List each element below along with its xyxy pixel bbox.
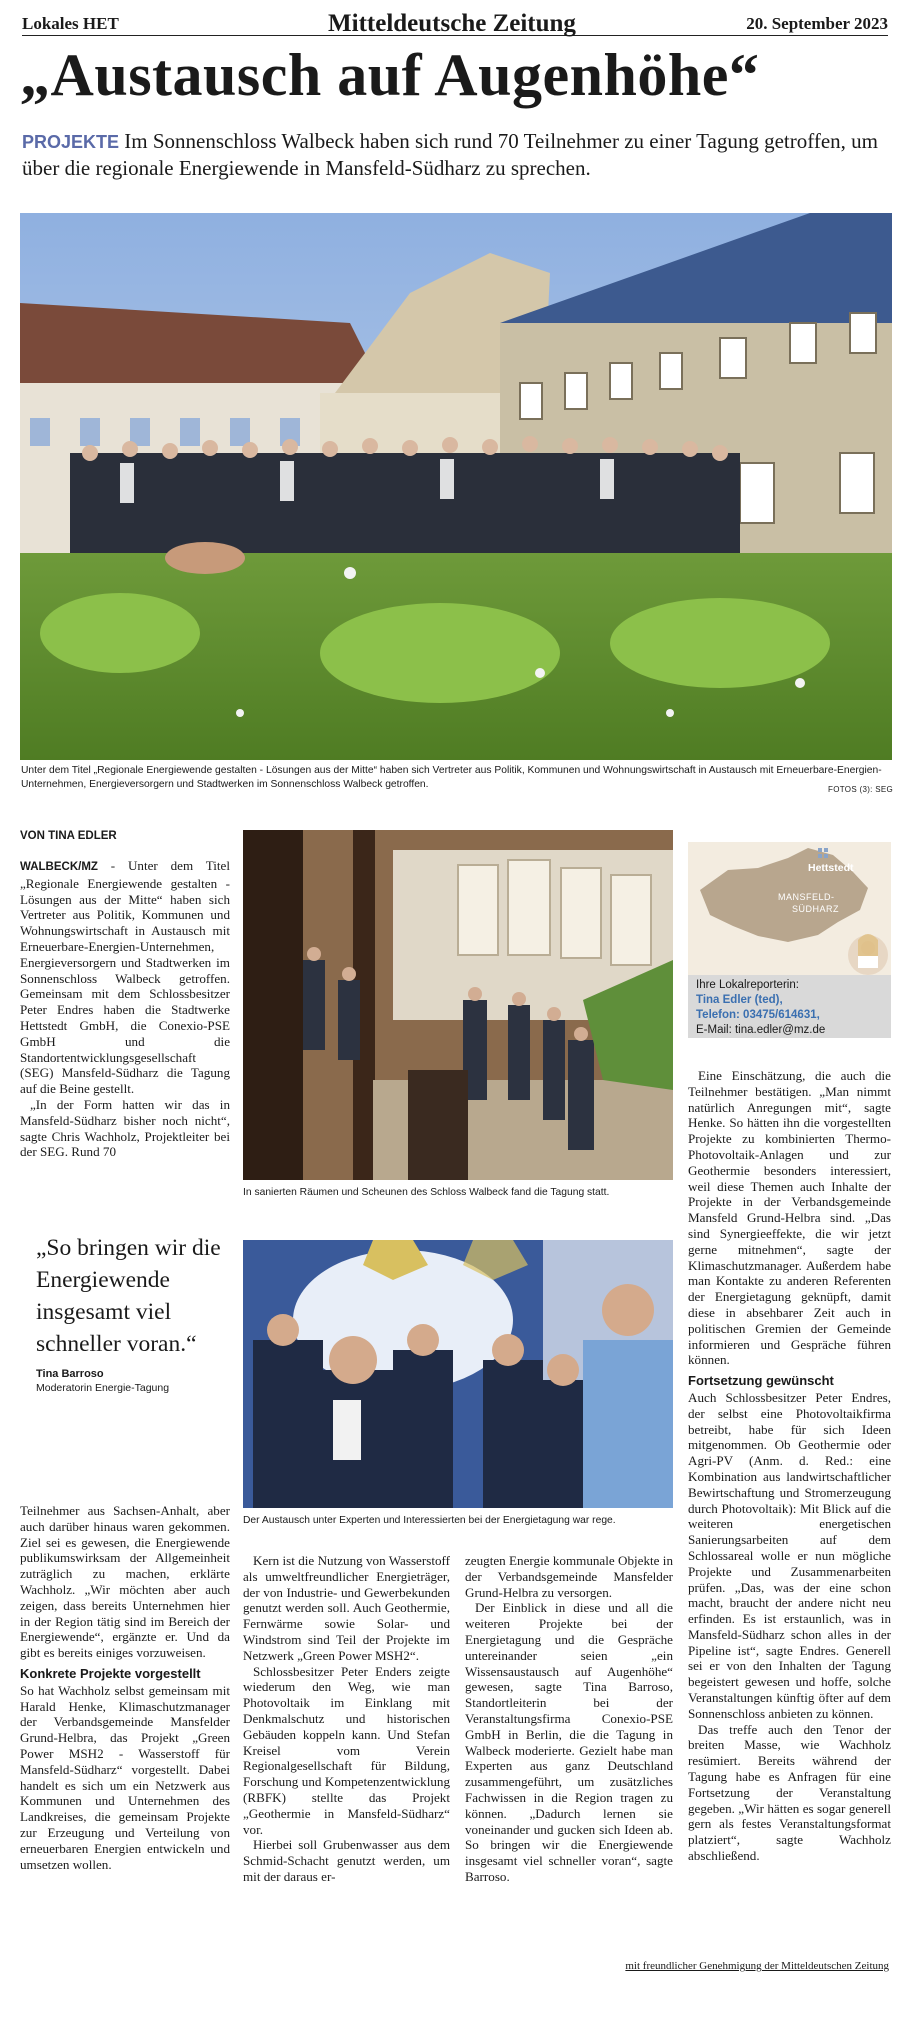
map-region-label-2: SÜDHARZ <box>792 904 840 914</box>
photo-2-image <box>243 830 673 1180</box>
lead-kicker: PROJEKTE <box>22 132 120 152</box>
reporter-email[interactable]: E-Mail: tina.edler@mz.de <box>696 1024 826 1036</box>
paragraph: Auch Schlossbesitzer Peter Endres, der selbst eine Photovoltaikfirma betreibt, habe für sich Ideen mitgenommen. Ob Geothermie oder Agri-PV (Anm. d. Red.: eine Kombination aus landwirtschaftlicher Bewirtschaftung und Stromerzeugung durch Photovoltaik): Mit Blick auf die weiteren energetischen Sanierungsarbeiten auf dem Schlossareal wolle er nun mögliche Projekte und Zusammenarbeiten prüfen. „Das, was der eine schon macht, braucht der andere nicht neu erfinden. Es ist erstaunlich, was in Mansfeld-Südharz schon alles in der Pipeline ist“, sagte Endres. Generell sei er von den Inhalten der Tagung begeistert gewesen und hoffe, solche Veranstaltungen künftig öfter auf dem Sonnenschloss anbieten zu können. <box>688 1389 891 1721</box>
reporter-infobox <box>688 830 891 1038</box>
reporter-contact <box>696 978 886 1038</box>
dateline: WALBECK/MZ <box>20 861 98 873</box>
paragraph: Kern ist die Nutzung von Wasserstoff als umweltfreundlicher Energieträger, der von Industrie- und Gewerbekunden genutzt werden soll. Auch Geothermie, Fernwärme sowie Solar- und Windstrom sind Teil der Projekte im Netzwerk „Green Power MSH2“. <box>243 1553 450 1663</box>
permission-footer-link[interactable]: mit freundlicher Genehmigung der Mitteldeutschen Zeitung <box>625 1960 889 1972</box>
photo-3-image <box>243 1240 673 1508</box>
reporter-name: Tina Edler (ted), <box>696 994 783 1006</box>
paragraph: So hat Wachholz selbst gemeinsam mit Harald Henke, Klimaschutzmanager der Verbandsgemeinde Mansfelder Grund-Helbra, das Projekt „Green Power MSH2 - Wasserstoff für Mansfeld-Südharz“ vorgestellt. Dabei handelt es sich um ein Netzwerk aus Kommunen und Unternehmen des Landkreises, die gemeinsam Projekte zur Erzeugung und Verteilung von erneuerbaren Energien entwickeln und umsetzen wollen. <box>20 1682 230 1872</box>
mansfeld-suedharz-map-icon <box>688 830 891 975</box>
main-photo <box>20 213 892 760</box>
article-lead <box>22 128 890 181</box>
paragraph: „In der Form hatten wir das in Mansfeld-Südharz bisher noch nicht“, sagte Chris Wachholz, Projektleiter bei der SEG. Rund 70 <box>20 1096 230 1160</box>
quote-text: „So bringen wir die Energiewende insgesamt viel schneller voran.“ <box>36 1235 221 1357</box>
quote-role: Moderatorin Energie-Tagung <box>36 1382 170 1394</box>
reporter-phone[interactable]: Telefon: 03475/614631, <box>696 1009 820 1021</box>
main-photo-caption: Unter dem Titel „Regionale Energiewende gestalten - Lösungen aus der Mitte“ haben sich Vertreter aus Politik, Kommunen und Wohnungswirtschaft in Austausch mit Erneuerbare-Energien-Unternehmen, Energieversorgern und Stadtwerken im Sonnenschloss Walbeck getroffen. <box>21 765 882 790</box>
column-4 <box>688 1068 891 1864</box>
paragraph: Teilnehmer aus Sachsen-Anhalt, aber auch darüber hinaus waren gekommen. Ziel sei es gewesen, die Energiewende publikumswirksam der Allgemeinheit zuträglich zu machen, erklärte Wachholz. „Wir möchten aber auch zeigen, dass bereits Unternehmen hier in der Region tätig sind im Bereich der Energiewende“, ergänzte er. Und da gibt es bereits einiges vorzuweisen. <box>20 1503 230 1661</box>
column-1-bottom <box>20 1503 230 1872</box>
lead-text: Im Sonnenschloss Walbeck haben sich rund 70 Teilnehmer zu einer Tagung getroffen, um über die regionale Energiewende in Mansfeld-Südharz zu sprechen. <box>22 129 878 180</box>
paragraph: - Unter dem Titel „Regionale Energiewende gestalten - Lösungen aus der Mitte“ haben sich Vertreter aus Politik, Kommunen und Wohnungswirtschaft in Austausch mit Erneuerbare-Energien-Unternehmen, Energieversorgern und Stadtwerken im Sonnenschloss Walbeck getroffen. Gemeinsam mit dem Schlossbesitzer Peter Endres haben die Stadtwerke Hettstedt GmbH, die Conexio-PSE GmbH und die Standortentwicklungsgesellschaft (SEG) Mansfeld-Südharz die Tagung auf die Beine gestellt. <box>20 858 230 1097</box>
paragraph: zeugten Energie kommunale Objekte in der Verbandsgemeinde Mansfelder Grund-Helbra zu versorgen. <box>465 1553 673 1600</box>
region-map <box>688 830 891 975</box>
issue-date: 20. September 2023 <box>746 14 888 33</box>
paragraph: Hierbei soll Grubenwasser aus dem Schmid-Schacht genutzt werden, um mit der daraus er- <box>243 1837 450 1884</box>
masthead <box>22 10 888 36</box>
pull-quote <box>36 1232 236 1394</box>
quote-author: Tina Barroso <box>36 1368 104 1380</box>
photo-2-caption: In sanierten Räumen und Scheunen des Schloss Walbeck fand die Tagung statt. <box>243 1187 610 1198</box>
photo-3 <box>243 1240 673 1508</box>
main-photo-image <box>20 213 892 760</box>
map-town-label: Hettstedt <box>808 862 854 874</box>
photo-credit: FOTOS (3): SEG <box>828 785 893 794</box>
section-label: Lokales HET <box>22 14 119 33</box>
photo-3-caption: Der Austausch unter Experten und Interessierten bei der Energietagung war rege. <box>243 1515 616 1526</box>
subheading: Fortsetzung gewünscht <box>688 1373 834 1389</box>
map-region-label-1: MANSFELD- <box>778 892 835 902</box>
newspaper-name: Mitteldeutsche Zeitung <box>328 10 576 37</box>
subheading: Konkrete Projekte vorgestellt <box>20 1665 201 1681</box>
paragraph: Schlossbesitzer Peter Enders zeigte wiederum den Weg, wie man Photovoltaik im Einklang mit Denkmalschutz und historischen Gebäuden koppeln kann. Und Stefan Kreisel vom Verein Regionalgesellschaft für Bildung, Forschung und Kompetenzentwicklung (RBFK) stellte das Projekt „Geothermie in Mansfeld-Südharz“ vor. <box>243 1663 450 1837</box>
column-3 <box>465 1553 673 1885</box>
column-1-top <box>20 858 230 1160</box>
reporter-label: Ihre Lokalreporterin: <box>696 979 799 991</box>
author-byline: VON TINA EDLER <box>20 830 117 842</box>
article-headline: „Austausch auf Augenhöhe“ <box>20 42 760 108</box>
photo-2 <box>243 830 673 1180</box>
paragraph: Das treffe auch den Tenor der breiten Masse, wie Wachholz resümiert. Bereits während der Tagung habe es Anfragen für eine Fortsetzung der Veranstaltung gegeben. „Wir hätten es sogar generell gern als festes Veranstaltungsformat platziert“, sagte Wachholz abschließend. <box>688 1721 891 1864</box>
paragraph: Eine Einschätzung, die auch die Teilnehmer bestätigen. „Man nimmt natürlich Anregungen mit“, sagte Henke. So hätten ihn die vorgestellten Projekte zu kombinierten Thermo-Photovoltaik-Anlagen und zur Geothermie besonders interessiert, weil diese Themen auch Inhalte der Projekte in der Verbandsgemeinde Mansfeld Grund-Helbra sind. „Das sind Synergieeffekte, die wir jetzt gerne mitnehmen“, sagte der Klimaschutzmanager. Außerdem habe man Kontakte zu anderen Referenten der Energietagung geknüpft, damit diese in absehbarer Zeit auch in politischen Gremien der Gemeinde informieren und Gespräche führen können. <box>688 1068 891 1368</box>
column-2 <box>243 1553 450 1885</box>
paragraph: Der Einblick in diese und all die weiteren Projekte bei der Energietagung und die Gespräche untereinander seien „ein Wissensaustausch auf Augenhöhe“ gewesen, sagte Tina Barroso, Standortleiterin bei der Veranstaltungsfirma Conexio-PSE GmbH in Berlin, die die Tagung in Walbeck moderierte. Gezielt habe man Experten aus ganz Deutschland zusammengeführt, um zusätzliches Fachwissen in die Region tragen zu können. „Dadurch lernen sie voneinander und gucken sich Ideen ab. So bringen wir die Energiewende insgesamt viel schneller voran“, sagte Barroso. <box>465 1600 673 1884</box>
